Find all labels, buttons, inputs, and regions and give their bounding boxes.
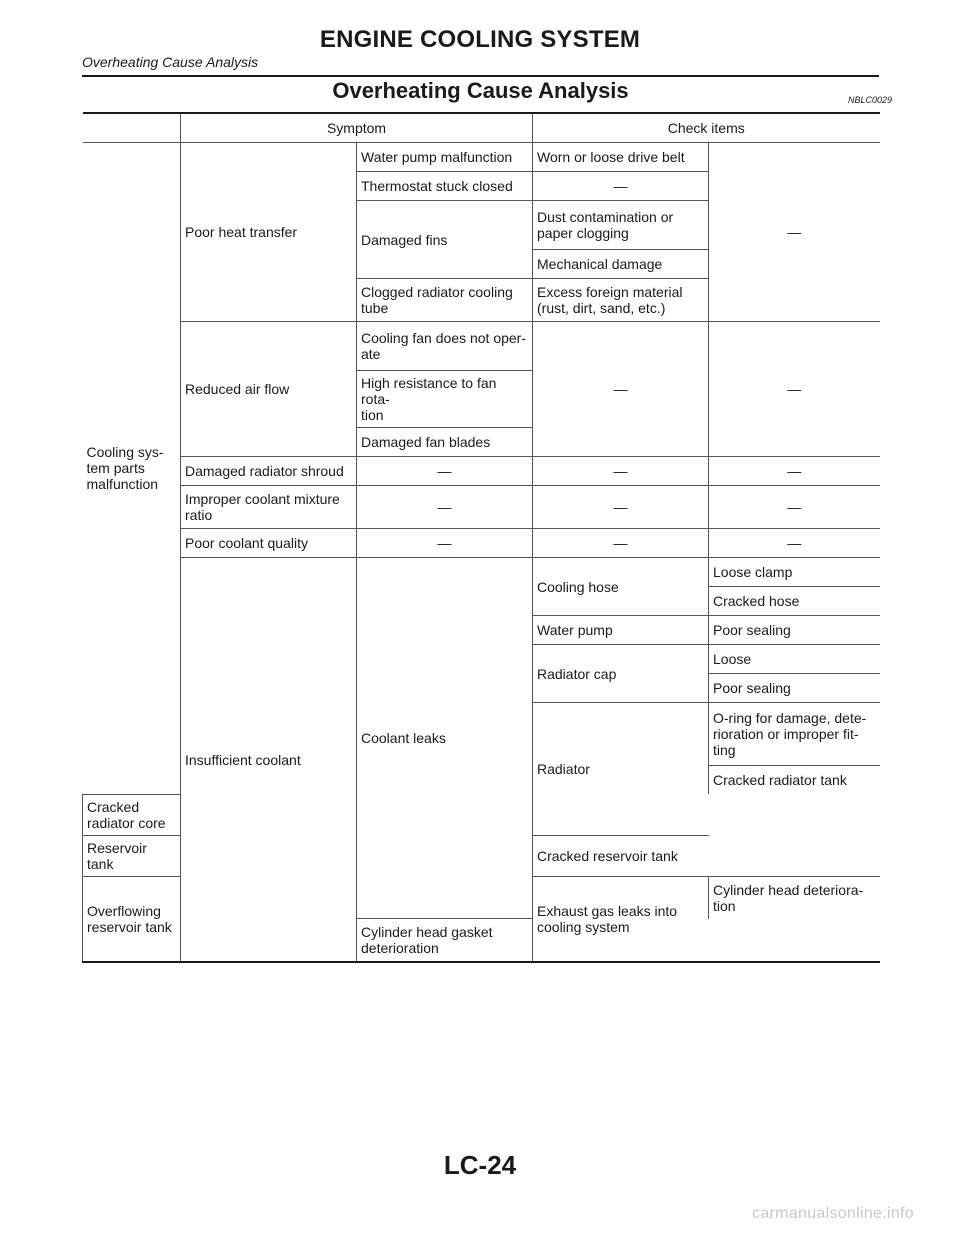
cracked-core-cell: Cracked radiator core [83, 794, 181, 835]
excess-foreign-cell: Excess foreign material (rust, dirt, sand, etc.) [533, 279, 709, 322]
mechanical-damage-cell: Mechanical damage [533, 250, 709, 279]
water-pump-sealing-cell: Poor sealing [709, 616, 880, 645]
poor-quality-cell: Poor coolant quality [181, 529, 357, 558]
overflowing-cell: Overflowing reservoir tank [83, 876, 181, 962]
cap-sealing-cell: Poor sealing [709, 674, 880, 703]
radiator-cap-cell: Radiator cap [533, 645, 709, 703]
damaged-shroud-cell: Damaged radiator shroud [181, 457, 357, 486]
quality-dash-1: — [357, 529, 533, 558]
mixture-dash-3: — [709, 486, 880, 529]
loose-clamp-cell: Loose clamp [709, 558, 880, 587]
reduced-air-flow-cell: Reduced air flow [181, 322, 357, 457]
quality-dash-3: — [709, 529, 880, 558]
reservoir-tank-cell: Reservoir tank [83, 835, 181, 876]
high-resistance-cell: High resistance to fan rota- tion [357, 371, 533, 428]
page-header-title: ENGINE COOLING SYSTEM [319, 26, 641, 53]
damaged-fins-cell: Damaged fins [357, 201, 533, 279]
cooling-hose-cell: Cooling hose [533, 558, 709, 616]
table-row [83, 143, 880, 172]
cracked-tank-cell: Cracked radiator tank [709, 766, 880, 795]
header-blank-cell [83, 113, 181, 143]
dust-cell: Dust contamination or paper clogging [533, 201, 709, 250]
page-number: LC-24 [443, 1150, 517, 1180]
header-check-items: Check items [533, 113, 880, 143]
shroud-dash-1: — [357, 457, 533, 486]
mixture-dash-1: — [357, 486, 533, 529]
table-header-row [83, 113, 880, 143]
poor-heat-transfer-cell: Poor heat transfer [181, 143, 357, 322]
worn-belt-cell: Worn or loose drive belt [533, 143, 709, 172]
air-flow-dash-cell: — [533, 322, 709, 457]
table-row [83, 529, 880, 558]
water-pump-cell: Water pump [533, 616, 709, 645]
thermostat-cell: Thermostat stuck closed [357, 172, 533, 201]
radiator-cell: Radiator [533, 703, 709, 836]
quality-dash-2: — [533, 529, 709, 558]
section-code: NBLC0029 [847, 95, 892, 105]
water-pump-malfunction-cell: Water pump malfunction [357, 143, 533, 172]
watermark: carmanualsonline.info [752, 1205, 914, 1222]
insufficient-coolant-cell: Insufficient coolant [181, 558, 357, 963]
overheating-cause-table [82, 112, 880, 963]
thermostat-dash-cell: — [533, 172, 709, 201]
head-deterioration-cell: Cylinder head deteriora- tion [709, 876, 880, 919]
fan-not-operate-cell: Cooling fan does not oper- ate [357, 322, 533, 371]
category-cell: Cooling sys- tem parts malfunction [83, 143, 181, 795]
page-header-subtitle: Overheating Cause Analysis [82, 54, 259, 70]
table-row [83, 322, 880, 371]
table-row [83, 558, 880, 587]
oring-cell: O-ring for damage, dete- rioration or improper fit- ting [709, 703, 880, 766]
shroud-dash-2: — [533, 457, 709, 486]
header-rule [82, 75, 879, 77]
air-flow-dash-cell-2: — [709, 322, 880, 457]
improper-mixture-cell: Improper coolant mixture ratio [181, 486, 357, 529]
heat-transfer-dash-cell: — [709, 143, 880, 322]
clogged-tube-cell: Clogged radiator cooling tube [357, 279, 533, 322]
shroud-dash-3: — [709, 457, 880, 486]
section-title: Overheating Cause Analysis [332, 78, 629, 103]
coolant-leaks-cell: Coolant leaks [357, 558, 533, 919]
mixture-dash-2: — [533, 486, 709, 529]
cracked-reservoir-cell: Cracked reservoir tank [533, 835, 709, 876]
gasket-deterioration-cell: Cylinder head gasket deterioration [357, 919, 533, 963]
header-symptom: Symptom [181, 113, 533, 143]
loose-cell: Loose [709, 645, 880, 674]
damaged-blades-cell: Damaged fan blades [357, 428, 533, 457]
cracked-hose-cell: Cracked hose [709, 587, 880, 616]
exhaust-leaks-cell: Exhaust gas leaks into cooling system [533, 876, 709, 962]
table-row [83, 486, 880, 529]
table-row [83, 457, 880, 486]
